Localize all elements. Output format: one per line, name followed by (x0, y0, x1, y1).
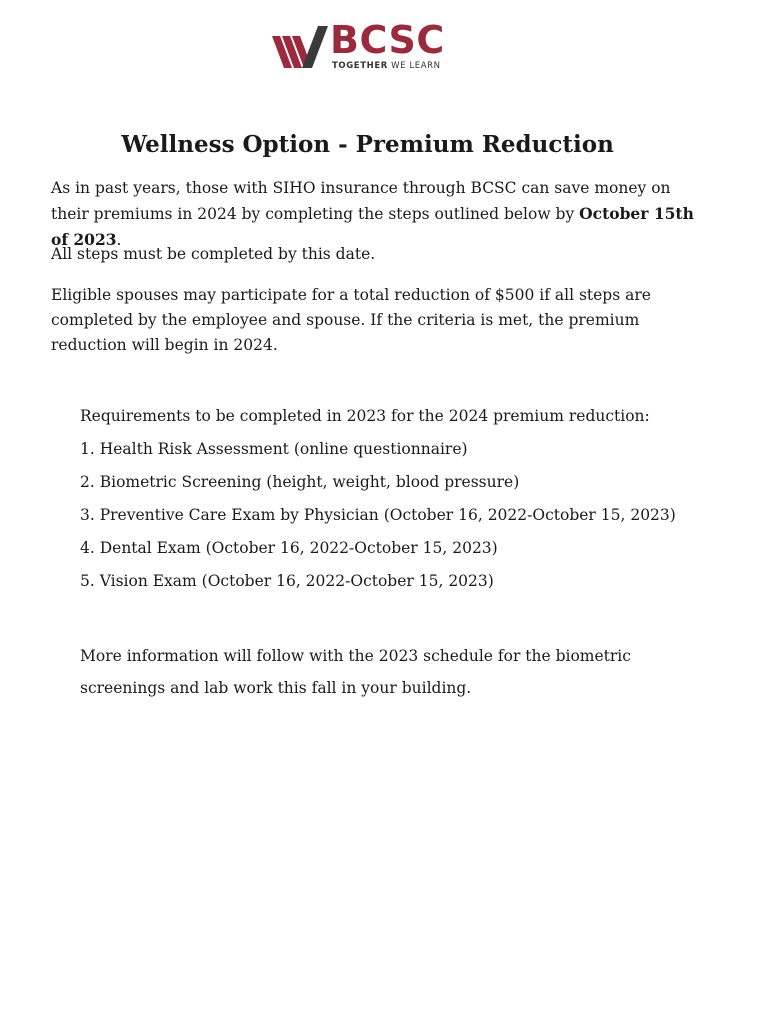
requirements-heading: Requirements to be completed in 2023 for the 2024 premium reduction: (80, 407, 650, 425)
spouse-eligibility-paragraph: Eligible spouses may participate for a total reduction of $500 if all steps are completed by the employee and spouse. If the criteria is met, the premium reduction will begin in 2024. (51, 286, 651, 354)
more-info-paragraph: More information will follow with the 2023 schedule for the biometric screenings and lab work this fall in your building. (80, 647, 631, 697)
deadline-note: All steps must be completed by this date. (51, 245, 376, 263)
requirement-item: 1. Health Risk Assessment (online questionnaire) (80, 440, 468, 458)
requirement-item: 5. Vision Exam (October 16, 2022-October 15, 2023) (80, 572, 494, 590)
bcsc-logo (272, 18, 445, 74)
logo-stripes-icon (272, 26, 328, 70)
requirement-item: 2. Biometric Screening (height, weight, blood pressure) (80, 473, 520, 491)
requirement-item: 4. Dental Exam (October 16, 2022-October 15, 2023) (80, 539, 498, 557)
intro-paragraph: As in past years, those with SIHO insurance through BCSC can save money on their premiums in 2024 by completing the steps outlined below by October 15th of 2023. (51, 179, 694, 249)
deadline-date: October 15th of 2023 (51, 204, 694, 249)
requirement-item: 3. Preventive Care Exam by Physician (October 16, 2022-October 15, 2023) (80, 506, 676, 524)
logo-tagline: TOGETHER WE LEARN (332, 61, 441, 71)
logo-wordmark: BCSC (330, 18, 445, 62)
requirements-section (80, 400, 720, 598)
page-title: Wellness Option - Premium Reduction (121, 131, 614, 158)
